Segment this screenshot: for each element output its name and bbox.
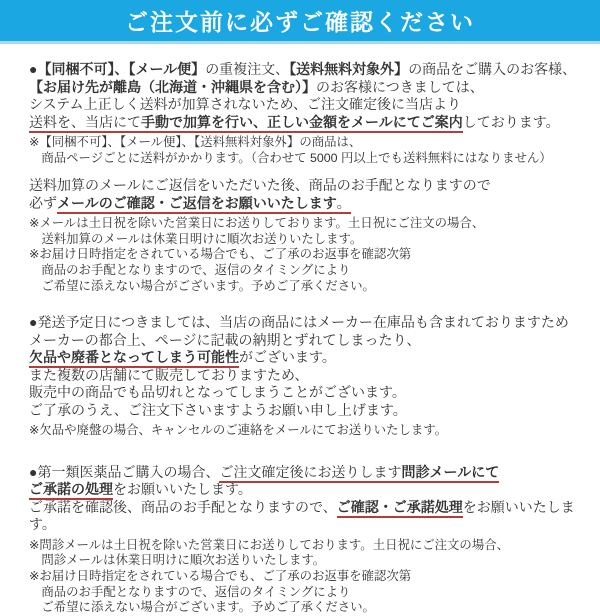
note-line — [29, 569, 586, 585]
text-segment: 問診メールにて — [401, 464, 499, 483]
text-segment: ●発送予定日につきましては、当店の商品にはメーカー在庫品も含まれておりますため — [29, 314, 569, 331]
note-line — [29, 151, 586, 167]
note-line — [29, 538, 586, 554]
text-segment: ご確認・ご承諾処理 — [337, 499, 463, 518]
text-segment: 【送料無料対象外】 — [289, 61, 409, 77]
text-segment: の重複注文、 — [205, 61, 290, 77]
text-segment: 商品のお手配となりますので、返信のタイミングにより — [29, 262, 351, 277]
text-segment: 問診メールは休業日明けに順次お送りいたします。 — [29, 553, 326, 568]
notice-content — [0, 44, 600, 616]
body-block — [29, 177, 586, 212]
text-segment: しております。 — [462, 113, 560, 130]
text-segment: システム上正しく送料が加算されないため、ご注文確定後に当店より — [29, 96, 462, 112]
text-segment: ※お届け日時指定をされている場合でも、ご了承のお返事を確認次第 — [29, 568, 412, 583]
note-line — [29, 585, 586, 601]
text-segment: ご希望に添えない場合がございます。予めご了承ください。 — [29, 600, 375, 615]
body-block — [29, 464, 586, 534]
text-segment: 商品のお手配となりますので、返信のタイミングにより — [29, 584, 351, 599]
text-line — [29, 349, 586, 367]
text-line — [29, 481, 586, 499]
group-shipping-schedule — [29, 314, 586, 439]
note-line — [29, 279, 586, 295]
text-line — [29, 464, 586, 482]
header-banner — [0, 0, 600, 44]
text-segment: ご了承のうえ、ご注文下さいますようお願い申し上げます。 — [29, 401, 407, 418]
text-segment: ●第一類医薬品ご購入の場合、 — [29, 463, 220, 480]
text-segment: ご注文確定後にお送りします — [219, 464, 401, 483]
note-block — [29, 538, 586, 616]
text-segment: ※欠品や廃盤の場合、キャンセルのご連絡をメールにてお送りいたします。 — [29, 423, 448, 438]
text-segment: 販売中の商品でも品切れとなってしまうことがございます。 — [29, 384, 406, 401]
text-segment: ご承諾を確認後、商品のお手配となりますので、 — [29, 498, 337, 515]
text-segment: 手動で加算を行い、正しい金額をメールにてご案内 — [141, 114, 463, 133]
page-title: ご注文前に必ずご確認ください — [125, 9, 475, 35]
text-line — [29, 177, 586, 195]
text-segment: ※問診メールは土日祝を除いた営業日にお送りしております。土日祝にご注文の場合、 — [29, 537, 509, 552]
text-line — [29, 314, 586, 332]
note-line — [29, 232, 586, 248]
text-segment: ご承諾の処理 — [29, 481, 113, 500]
text-line — [29, 195, 586, 213]
note-block — [29, 423, 586, 439]
note-line — [29, 135, 586, 151]
text-segment: がございます。 — [239, 349, 336, 366]
note-line — [29, 553, 586, 569]
text-line — [29, 332, 586, 350]
note-line — [29, 423, 586, 439]
text-line — [29, 402, 586, 420]
text-segment: ※メールは土日祝を除いた営業日にお送りしております。土日祝にご注文の場合、 — [29, 216, 485, 231]
text-segment: ※お届け日時指定をされている場合でも、ご了承のお返事を確認次第 — [29, 247, 412, 262]
group-mail-reply — [29, 177, 586, 294]
text-segment: メールのご確認・ご返信をお願いいたします — [57, 195, 337, 214]
text-line — [29, 499, 586, 534]
text-segment: のお客様につきましては、 — [316, 78, 484, 95]
group-first-class-medicine — [29, 464, 586, 616]
text-segment: 必ず — [29, 194, 57, 211]
body-block — [29, 314, 586, 419]
group-combined-shipping — [29, 61, 586, 166]
text-segment: メーカーの都合上、ページに記載の納期とずれてしまったり、 — [29, 331, 421, 348]
text-segment: をお願いいたします。 — [113, 481, 252, 498]
text-segment: 送料加算のメールにご返信をいただいた後、商品のお手配となりますので — [29, 177, 491, 194]
text-segment: 【お届け先が離島（北海道・沖縄県を含む）】 — [29, 78, 316, 95]
note-block — [29, 216, 586, 294]
note-line — [29, 247, 586, 263]
text-segment: の商品をご購入のお客様、 — [408, 61, 577, 77]
text-line — [29, 96, 586, 114]
note-line — [29, 263, 586, 279]
text-segment: ご希望に添えない場合がございます。予めご了承ください。 — [29, 278, 375, 293]
text-line — [29, 367, 586, 385]
text-segment: 。 — [337, 195, 351, 214]
note-line — [29, 600, 586, 616]
text-segment: また複数の店舗にて販売しておりますため、 — [29, 366, 309, 383]
text-line — [29, 61, 586, 79]
body-block — [29, 61, 586, 131]
text-segment: 送料を、当店にて — [29, 114, 141, 133]
text-segment: 商品ページごとに送料がかかります。（合わせて 5000 円以上でも送料無料にはなりません） — [29, 150, 552, 165]
text-segment: をお願いいたします。 — [29, 498, 575, 533]
text-line — [29, 384, 586, 402]
text-segment: ●【同梱不可】、【メール便】 — [29, 61, 206, 77]
text-line — [29, 114, 586, 132]
note-block — [29, 135, 586, 166]
note-line — [29, 216, 586, 232]
text-segment: 欠品や廃番となってしまう可能性 — [29, 349, 239, 368]
text-segment: ※【同梱不可】、【メール便】、【送料無料対象外】の商品は、 — [29, 135, 362, 149]
text-segment: 送料加算のメールは休業日明けに順次お送りいたします。 — [29, 231, 363, 246]
text-line — [29, 79, 586, 97]
